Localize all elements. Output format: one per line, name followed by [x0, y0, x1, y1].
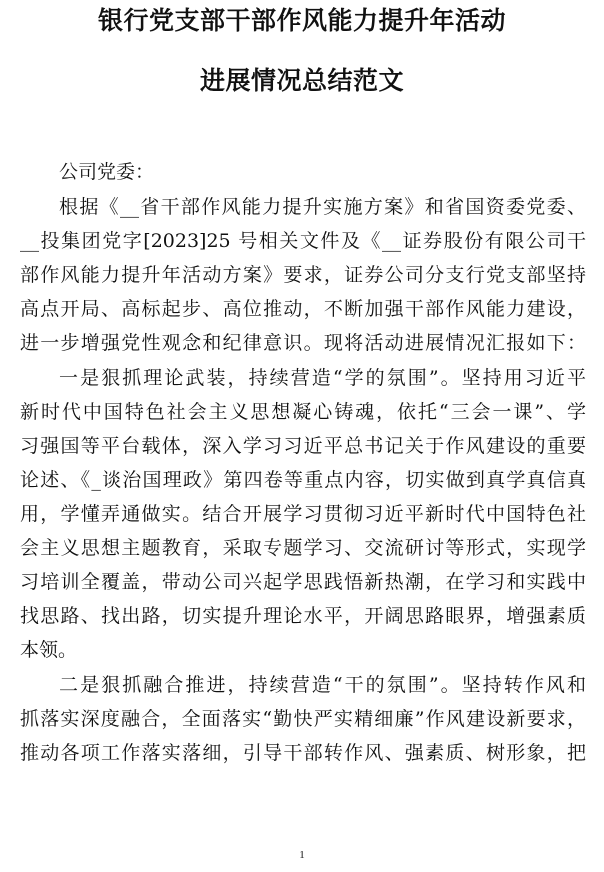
paragraph-line: 用，学懂弄通做实。结合开展学习贯彻习近平新时代中国特色社 [20, 503, 586, 525]
paragraph-line: 根据《__省干部作风能力提升实施方案》和省国资委党委、 [59, 196, 586, 218]
paragraph-line: 本领。 [20, 639, 78, 661]
page-number: 1 [299, 849, 305, 861]
paragraph-line: 一是狠抓理论武装，持续营造“学的氛围”。坚持用习近平 [59, 367, 586, 389]
paragraph-line: 论述、《_谈治国理政》第四卷等重点内容，切实做到真学真信真 [20, 469, 586, 491]
paragraph-line: 会主义思想主题教育，采取专题学习、交流研讨等形式，实现学 [20, 537, 586, 559]
paragraph-line: 新时代中国特色社会主义思想凝心铸魂，依托“三会一课”、学 [20, 401, 586, 423]
paragraph-line: 高点开局、高标起步、高位推动，不断加强干部作风能力建设， [20, 298, 586, 320]
paragraph-line: 习培训全覆盖，带动公司兴起学思践悟新热潮，在学习和实践中 [20, 571, 586, 593]
document-title-line-2: 进展情况总结范文 [199, 66, 404, 95]
paragraph-line: 习强国等平台载体，深入学习习近平总书记关于作风建设的重要 [20, 435, 586, 457]
paragraph-line: 进一步增强党性观念和纪律意识。现将活动进展情况汇报如下： [20, 332, 586, 354]
paragraph-line: 二是狠抓融合推进，持续营造“干的氛围”。坚持转作风和 [59, 674, 586, 696]
paragraph-line: 推动各项工作落实落细，引导干部转作风、强素质、树形象，把 [20, 742, 586, 764]
paragraph-line: 部作风能力提升年活动方案》要求，证券公司分支行党支部坚持 [20, 264, 586, 286]
document-title-line-1: 银行党支部干部作风能力提升年活动 [97, 6, 506, 35]
salutation: 公司党委： [59, 161, 155, 183]
paragraph-line: 抓落实深度融合，全面落实“勤快严实精细廉”作风建设新要求， [20, 708, 586, 730]
paragraph-line: 找思路、找出路，切实提升理论水平，开阔思路眼界，增强素质 [20, 605, 586, 627]
paragraph-line: __投集团党字[2023]25 号相关文件及《__证券股份有限公司干 [20, 230, 586, 252]
